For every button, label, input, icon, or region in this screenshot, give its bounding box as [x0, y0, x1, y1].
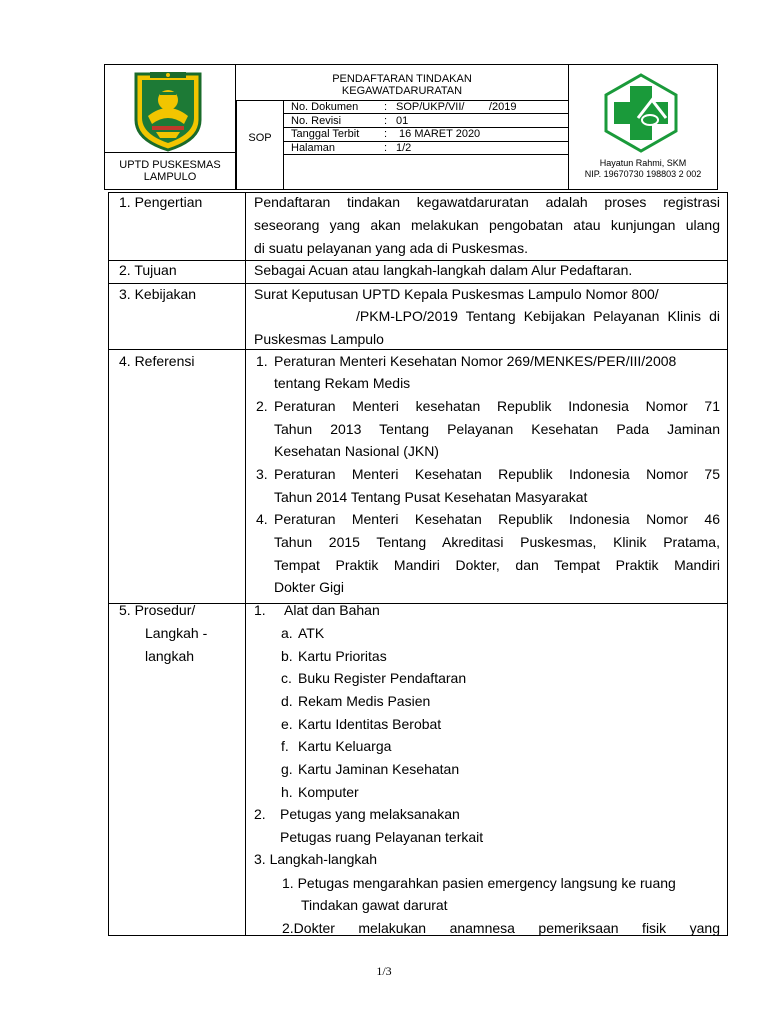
- ref-3-num: 3.: [256, 466, 268, 482]
- pengertian-line-3: di suatu pelayanan yang ada di Puskesmas.: [254, 240, 528, 256]
- signer-name: Hayatun Rahmi, SKM: [599, 158, 687, 168]
- ref-1-line-2: tentang Rekam Medis: [274, 375, 411, 391]
- pengertian-line-1: [254, 191, 720, 213]
- title-line2: KEGAWATDARURATAN: [341, 85, 463, 97]
- kebijakan-line-1: Surat Keputusan UPTD Kepala Puskesmas Lampulo Nomor 800/: [254, 286, 659, 302]
- ref-4-line-3: [274, 554, 720, 576]
- row-label-prosedur-1: 5. Prosedur/: [119, 602, 196, 618]
- row-label-kebijakan: 3. Kebijakan: [119, 286, 197, 302]
- signer-block: [568, 158, 718, 180]
- meta-sep: :: [384, 142, 388, 154]
- puskesmas-logo-icon: [600, 72, 682, 154]
- sop-label: SOP: [248, 132, 272, 144]
- text: /PKM-LPO/2019 Tentang Kebijakan Pelayanan Klinis di: [356, 308, 720, 324]
- org-line1: UPTD PUSKESMAS: [119, 159, 221, 171]
- alat-item-letter: h.: [281, 784, 293, 800]
- ref-2-num: 2.: [256, 398, 268, 414]
- meta-label: Halaman: [291, 142, 336, 154]
- meta-sep: :: [384, 115, 388, 127]
- document-title: [236, 73, 568, 97]
- ref-4-line-2: [274, 531, 720, 553]
- alat-item: Kartu Jaminan Kesehatan: [298, 761, 460, 777]
- alat-item: Komputer: [298, 784, 359, 800]
- text: Peraturan Menteri Kesehatan Republik Indonesia Nomor 75: [274, 466, 720, 482]
- meta-label: No. Dokumen: [291, 101, 359, 113]
- alat-item-letter: g.: [281, 761, 293, 777]
- alat-item: Buku Register Pendaftaran: [298, 670, 467, 686]
- meta-value: 01: [396, 115, 409, 127]
- row-label-tujuan: 2. Tujuan: [119, 262, 177, 278]
- ref-4-line-4: Dokter Gigi: [274, 579, 345, 595]
- column-divider: [245, 192, 246, 936]
- text: Tahun 2013 Tentang Pelayanan Kesehatan Pada Jaminan: [274, 421, 720, 437]
- meta-value: 1/2: [396, 142, 412, 154]
- ref-4-line-1: [274, 508, 720, 530]
- meta-sep: :: [384, 128, 388, 140]
- regional-emblem-icon: [130, 70, 206, 152]
- pengertian-line-2: [254, 214, 720, 236]
- text: seseorang yang akan melakukan pengobatan atau kunjungan ulang: [254, 217, 720, 233]
- text: 2.Dokter melakukan anamnesa pemeriksaan fisik yang: [282, 920, 720, 936]
- meta-value: 16 MARET 2020: [396, 128, 481, 140]
- row-divider-4: [108, 603, 728, 604]
- text: Pendaftaran tindakan kegawatdaruratan adalah proses registrasi: [254, 194, 720, 210]
- alat-item-letter: d.: [281, 693, 293, 709]
- petugas-text: Petugas ruang Pelayanan terkait: [280, 829, 484, 845]
- alat-item-letter: f.: [281, 738, 289, 754]
- kebijakan-line-3: Puskesmas Lampulo: [254, 331, 384, 347]
- text: Tahun 2015 Tentang Akreditasi Puskesmas, Klinik Pratama,: [274, 534, 720, 550]
- ref-3-line-1: [274, 463, 720, 485]
- alat-heading: Alat dan Bahan: [284, 602, 380, 618]
- ref-2-line-1: [274, 395, 720, 417]
- title-line1: PENDAFTARAN TINDAKAN: [332, 73, 472, 85]
- meta-row-doc-number: [288, 101, 570, 114]
- alat-item-letter: e.: [281, 716, 293, 732]
- step-1-line-2: Tindakan gawat darurat: [301, 897, 448, 913]
- meta-label: Tanggal Terbit: [291, 128, 360, 140]
- meta-sep: :: [384, 101, 388, 113]
- ref-3-line-2: Tahun 2014 Tentang Pusat Kesehatan Masyarakat: [274, 489, 588, 505]
- ref-2-line-2: [274, 418, 720, 440]
- row-label-prosedur-3: langkah: [145, 648, 195, 664]
- meta-row-page: [288, 142, 570, 155]
- row-label-pengertian: 1. Pengertian: [119, 194, 203, 210]
- petugas-heading: Petugas yang melaksanakan: [280, 806, 460, 822]
- tujuan-text: Sebagai Acuan atau langkah-langkah dalam Alur Pedaftaran.: [254, 262, 633, 278]
- text: Tempat Praktik Mandiri Dokter, dan Tempat Praktik Mandiri: [274, 557, 720, 573]
- alat-item: Kartu Identitas Berobat: [298, 716, 442, 732]
- text: Peraturan Menteri Kesehatan Republik Indonesia Nomor 46: [274, 511, 720, 527]
- ref-1-num: 1.: [256, 353, 268, 369]
- meta-label: No. Revisi: [291, 115, 342, 127]
- alat-item-letter: b.: [281, 648, 293, 664]
- step-1-line-1: 1. Petugas mengarahkan pasien emergency langsung ke ruang: [282, 875, 676, 891]
- alat-item: Kartu Prioritas: [298, 648, 387, 664]
- alat-item: Rekam Medis Pasien: [298, 693, 431, 709]
- sop-cell-left-border: [236, 100, 237, 190]
- alat-item: ATK: [298, 625, 325, 641]
- meta-row-issue-date: [288, 128, 570, 141]
- org-line2: LAMPULO: [143, 171, 197, 183]
- meta-row-revision: [288, 115, 570, 128]
- langkah-heading: 3. Langkah-langkah: [254, 851, 377, 867]
- row-label-referensi: 4. Referensi: [119, 353, 195, 369]
- page-number: 1/3: [376, 964, 392, 978]
- alat-item: Kartu Keluarga: [298, 738, 392, 754]
- org-name: [104, 159, 236, 183]
- text: Peraturan Menteri kesehatan Republik Indonesia Nomor 71: [274, 398, 720, 414]
- ref-1-line-1: Peraturan Menteri Kesehatan Nomor 269/MENKES/PER/III/2008: [274, 353, 677, 369]
- signer-nip: NIP. 19670730 198803 2 002: [584, 169, 702, 179]
- kebijakan-line-2: [356, 305, 720, 327]
- petugas-num: 2.: [254, 806, 266, 822]
- alat-item-letter: c.: [281, 670, 292, 686]
- alat-heading-num: 1.: [254, 602, 266, 618]
- meta-value: SOP/UKP/VII/ /2019: [396, 101, 517, 113]
- step-2-line-1: [282, 917, 720, 939]
- alat-item-letter: a.: [281, 625, 293, 641]
- ref-2-line-3: Kesehatan Nasional (JKN): [274, 443, 439, 459]
- ref-4-num: 4.: [256, 511, 268, 527]
- row-label-prosedur-2: Langkah -: [145, 625, 208, 641]
